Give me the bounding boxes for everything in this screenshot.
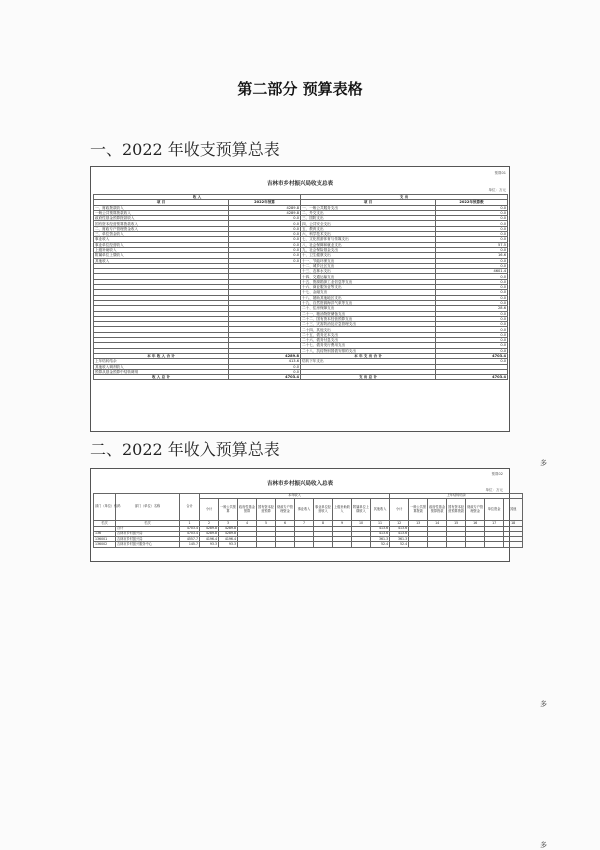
- sub-column-header: 小计: [390, 499, 409, 521]
- expense-value: 4601.4: [436, 269, 508, 274]
- expense-item: 二十三、灾害防治及应急管理支出: [301, 322, 436, 327]
- expense-item: 十二、城乡社区支出: [301, 263, 436, 268]
- expense-value: 0.0: [436, 295, 508, 300]
- expense-item: 二、外交支出: [301, 210, 436, 215]
- expense-value: 0.0: [436, 290, 508, 295]
- amount-cell: 4703.4: [180, 526, 200, 531]
- income-item: 其他收入: [94, 258, 229, 263]
- expense-item: 五、教育支出: [301, 226, 436, 231]
- expense-value: 0.0: [436, 247, 508, 252]
- column-index: 8: [314, 521, 333, 526]
- income-value: 4289.8: [229, 205, 301, 210]
- expense-value: 0.0: [436, 348, 508, 353]
- table-row: [94, 542, 523, 547]
- income-budget-header: 2022年预算: [229, 200, 301, 205]
- grand-income-label: 收 入 总 计: [94, 375, 229, 380]
- amount-cell: 413.6: [371, 526, 390, 531]
- expense-item: 四、公共安全支出: [301, 221, 436, 226]
- income-header: 收 入: [94, 195, 301, 200]
- sheet-unit: 单位：万元: [485, 488, 503, 492]
- column-index: 栏次: [94, 521, 116, 526]
- sub-column-header: 上级补助收入: [333, 499, 352, 521]
- expense-value: 0.0: [436, 359, 508, 364]
- income-summary-table: [93, 493, 523, 548]
- sheet-title: 吉林市乡村振兴局收支总表: [266, 181, 333, 187]
- expense-item: 二十五、债务还本支出: [301, 332, 436, 337]
- amount-cell: 52.4: [371, 542, 390, 547]
- sub-column-header: 政府性基金预算拨款: [428, 499, 447, 521]
- expense-item: 十三、农林水支出: [301, 269, 436, 274]
- unit-cell: 吉林市乡村振兴服务中心: [116, 542, 180, 547]
- section-heading-1: 一、2022 年收支预算总表: [90, 140, 280, 159]
- income-item: 一、财政拨款收入: [94, 205, 229, 210]
- expense-value: 0.0: [436, 274, 508, 279]
- unit-cell: 136001: [94, 537, 116, 542]
- amount-cell: 361.3: [390, 537, 409, 542]
- budget-summary-table: [93, 194, 508, 380]
- income-item: 二、财政专户管理资金收入: [94, 226, 229, 231]
- sheet-title: 吉林市乡村振兴局收入总表: [266, 481, 333, 487]
- income-item: 上级补助收入: [94, 247, 229, 252]
- expense-item: 二十、住房保障支出: [301, 306, 436, 311]
- expense-value: 57.5: [436, 242, 508, 247]
- income-item: 附属单位上缴收入: [94, 253, 229, 258]
- income-value: 0.0: [229, 232, 301, 237]
- sub-column-header: 单位资金: [485, 499, 504, 521]
- edge-mark: 多: [540, 841, 547, 849]
- sheet-code: 预算01: [494, 171, 506, 175]
- expense-value: 0.0: [436, 216, 508, 221]
- column-index: 5: [257, 521, 276, 526]
- income-total-value: 4289.8: [229, 353, 301, 358]
- amount-cell: 4557.7: [180, 537, 200, 542]
- amount-cell: 413.6: [390, 526, 409, 531]
- expense-value: 0.0: [436, 338, 508, 343]
- col-header-last-year: 上年结转结余: [390, 494, 523, 499]
- expense-item: 二十四、其他支出: [301, 327, 436, 332]
- expense-item: 一、一般公共服务支出: [301, 205, 436, 210]
- expense-value: 0.0: [436, 205, 508, 210]
- expense-item: 九、社会保险基金支出: [301, 247, 436, 252]
- expense-value: 28.6: [436, 306, 508, 311]
- expense-item: 十九、自然资源海洋气象等支出: [301, 300, 436, 305]
- sub-column-header: 一般公共预算: [219, 499, 238, 521]
- expense-total-label: 本 年 支 出 合 计: [301, 353, 436, 358]
- income-summary-sheet: [90, 468, 517, 562]
- col-header-this-year: 本年收入: [200, 494, 390, 499]
- column-index: 16: [466, 521, 485, 526]
- income-value: 0.0: [229, 258, 301, 263]
- income-value: 0.0: [229, 237, 301, 242]
- income-item: 上年结转结余: [94, 359, 229, 364]
- expense-item: 结转下年支出: [301, 359, 436, 364]
- column-index: 6: [276, 521, 295, 526]
- expense-item: 二十七、债务发行费用支出: [301, 343, 436, 348]
- income-total-label: 本 年 收 入 合 计: [94, 353, 229, 358]
- income-value: 0.0: [229, 369, 301, 374]
- page-title: 第二部分 预算表格: [237, 80, 363, 98]
- amount-cell: 52.4: [390, 542, 409, 547]
- col-header-total: 合计: [180, 494, 200, 521]
- expense-item: 十四、交通运输支出: [301, 274, 436, 279]
- sub-column-header: 政府性基金预算: [238, 499, 257, 521]
- income-value: 413.6: [229, 359, 301, 364]
- sub-column-header: 附属单位上缴收入: [352, 499, 371, 521]
- amount-cell: 361.3: [371, 537, 390, 542]
- expense-item: 二十二、国有资本经营预算支出: [301, 316, 436, 321]
- expense-value: 0.0: [436, 221, 508, 226]
- amount-cell: [257, 542, 276, 547]
- income-item: 其他收入调剂收入: [94, 364, 229, 369]
- expense-item: 十八、援助其他地区支出: [301, 295, 436, 300]
- expense-value: 0.0: [436, 258, 508, 263]
- expense-budget-header: 2022年预算数: [436, 200, 508, 205]
- col-header-name: 部门（单位）名称: [116, 494, 180, 521]
- column-index: 7: [295, 521, 314, 526]
- amount-cell: [276, 542, 295, 547]
- amount-cell: [295, 542, 314, 547]
- amount-cell: 413.6: [390, 531, 409, 536]
- amount-cell: 4289.8: [200, 526, 219, 531]
- sub-column-header: 事业单位经营收入: [314, 499, 333, 521]
- unit-cell: 合计: [116, 526, 180, 531]
- expense-item: 二十六、债务付息支出: [301, 338, 436, 343]
- column-index: 12: [390, 521, 409, 526]
- expense-value: 0.0: [436, 279, 508, 284]
- section-heading-2: 二、2022 年收入预算总表: [90, 440, 280, 459]
- amount-cell: 4703.4: [180, 531, 200, 536]
- sub-column-header: 国有资本经营预算拨款: [447, 499, 466, 521]
- amount-cell: [447, 542, 466, 547]
- sub-column-header: 小计: [200, 499, 219, 521]
- grand-income-value: 4703.4: [229, 375, 301, 380]
- expense-item: 十一、节能环保支出: [301, 258, 436, 263]
- income-value: 0.0: [229, 364, 301, 369]
- grand-expense-value: 4703.4: [436, 375, 508, 380]
- expense-value: 0.0: [436, 322, 508, 327]
- expense-item: 七、文化旅游体育与传媒支出: [301, 237, 436, 242]
- amount-cell: [333, 542, 352, 547]
- column-index: 9: [333, 521, 352, 526]
- income-item: 预算从基金预算中结转调剂: [94, 369, 229, 374]
- expense-value: 16.6: [436, 253, 508, 258]
- column-index: 1: [180, 521, 200, 526]
- column-index: 栏次: [116, 521, 180, 526]
- unit-cell: 吉林市乡村振兴局: [116, 537, 180, 542]
- budget-summary-sheet: [90, 166, 510, 432]
- expense-value: 0.0: [436, 263, 508, 268]
- income-value: 0.0: [229, 221, 301, 226]
- sheet-unit: 单位：万元: [488, 188, 506, 192]
- amount-cell: 4196.4: [200, 537, 219, 542]
- income-value: 0.0: [229, 253, 301, 258]
- sub-column-header: 国有资本经营预算: [257, 499, 276, 521]
- income-item: 一般公共预算拨款收入: [94, 210, 229, 215]
- expense-value: 0.0: [436, 232, 508, 237]
- amount-cell: 4289.8: [219, 526, 238, 531]
- expense-value: 0.0: [436, 316, 508, 321]
- sub-column-header: 财政专户管理资金: [276, 499, 295, 521]
- sub-column-header: 财政专户管理资金: [466, 499, 485, 521]
- income-value: 0.0: [229, 216, 301, 221]
- expense-value: 0.0: [436, 237, 508, 242]
- edge-mark: 多: [540, 700, 547, 708]
- amount-cell: [504, 542, 523, 547]
- col-header-code: 部门（单位）代码: [94, 494, 116, 521]
- column-index: 10: [352, 521, 371, 526]
- sub-column-header: 一般公共预算拨款: [409, 499, 428, 521]
- amount-cell: [352, 542, 371, 547]
- expense-item: 十六、商业服务业等支出: [301, 285, 436, 290]
- edge-mark: 多: [540, 459, 547, 467]
- amount-cell: 93.3: [200, 542, 219, 547]
- expense-value: 0.0: [436, 343, 508, 348]
- column-index: 17: [485, 521, 504, 526]
- sub-column-header: 事业收入: [295, 499, 314, 521]
- amount-cell: [485, 542, 504, 547]
- expense-item: 十、卫生健康支出: [301, 253, 436, 258]
- income-value: 0.0: [229, 242, 301, 247]
- expense-item: 十五、资源勘探工业信息等支出: [301, 279, 436, 284]
- column-index: 11: [371, 521, 390, 526]
- income-item: 国有资本经营预算拨款收入: [94, 221, 229, 226]
- expense-value: 0.0: [436, 285, 508, 290]
- column-index: 13: [409, 521, 428, 526]
- income-item: 事业收入: [94, 237, 229, 242]
- income-item: 三、单位资金收入: [94, 232, 229, 237]
- amount-cell: 93.3: [219, 542, 238, 547]
- unit-cell: 136: [94, 531, 116, 536]
- amount-cell: [428, 542, 447, 547]
- column-index: 2: [200, 521, 219, 526]
- amount-cell: [466, 542, 485, 547]
- expense-item-header: 项 目: [301, 200, 436, 205]
- expense-item: 二十八、抗疫特别国债安排的支出: [301, 348, 436, 353]
- amount-cell: 4196.4: [219, 537, 238, 542]
- expense-value: 0.0: [436, 311, 508, 316]
- unit-cell: 吉林市乡村振兴局: [116, 531, 180, 536]
- income-value: 0.0: [229, 247, 301, 252]
- column-index: 15: [447, 521, 466, 526]
- income-value: 4289.8: [229, 210, 301, 215]
- unit-cell: 136002: [94, 542, 116, 547]
- sheet-code: 预算02: [491, 472, 503, 476]
- sub-column-header: 其他收入: [371, 499, 390, 521]
- expense-item: 六、科学技术支出: [301, 232, 436, 237]
- income-item: 政府性基金预算拨款收入: [94, 216, 229, 221]
- expense-item: 十七、金融支出: [301, 290, 436, 295]
- sub-column-header: 其他: [504, 499, 523, 521]
- expense-item: 八、社会保障和就业支出: [301, 242, 436, 247]
- grand-expense-label: 支 出 总 计: [301, 375, 436, 380]
- expense-item: 二十一、粮油物资储备支出: [301, 311, 436, 316]
- expense-value: 0.0: [436, 327, 508, 332]
- expense-header: 支 出: [301, 195, 508, 200]
- amount-cell: 413.6: [371, 531, 390, 536]
- amount-cell: [314, 542, 333, 547]
- column-index: 4: [238, 521, 257, 526]
- income-value: 0.0: [229, 226, 301, 231]
- amount-cell: 145.7: [180, 542, 200, 547]
- column-index: 18: [504, 521, 523, 526]
- income-item: 事业单位经营收入: [94, 242, 229, 247]
- expense-value: 0.0: [436, 210, 508, 215]
- expense-value: 0.0: [436, 300, 508, 305]
- expense-value: 0.0: [436, 332, 508, 337]
- amount-cell: [409, 542, 428, 547]
- income-item-header: 项 目: [94, 200, 229, 205]
- amount-cell: 4289.8: [200, 531, 219, 536]
- amount-cell: [238, 542, 257, 547]
- expense-item: 三、国防支出: [301, 216, 436, 221]
- column-index: 14: [428, 521, 447, 526]
- expense-value: 0.0: [436, 226, 508, 231]
- amount-cell: 4289.8: [219, 531, 238, 536]
- column-index: 3: [219, 521, 238, 526]
- expense-total-value: 4703.4: [436, 353, 508, 358]
